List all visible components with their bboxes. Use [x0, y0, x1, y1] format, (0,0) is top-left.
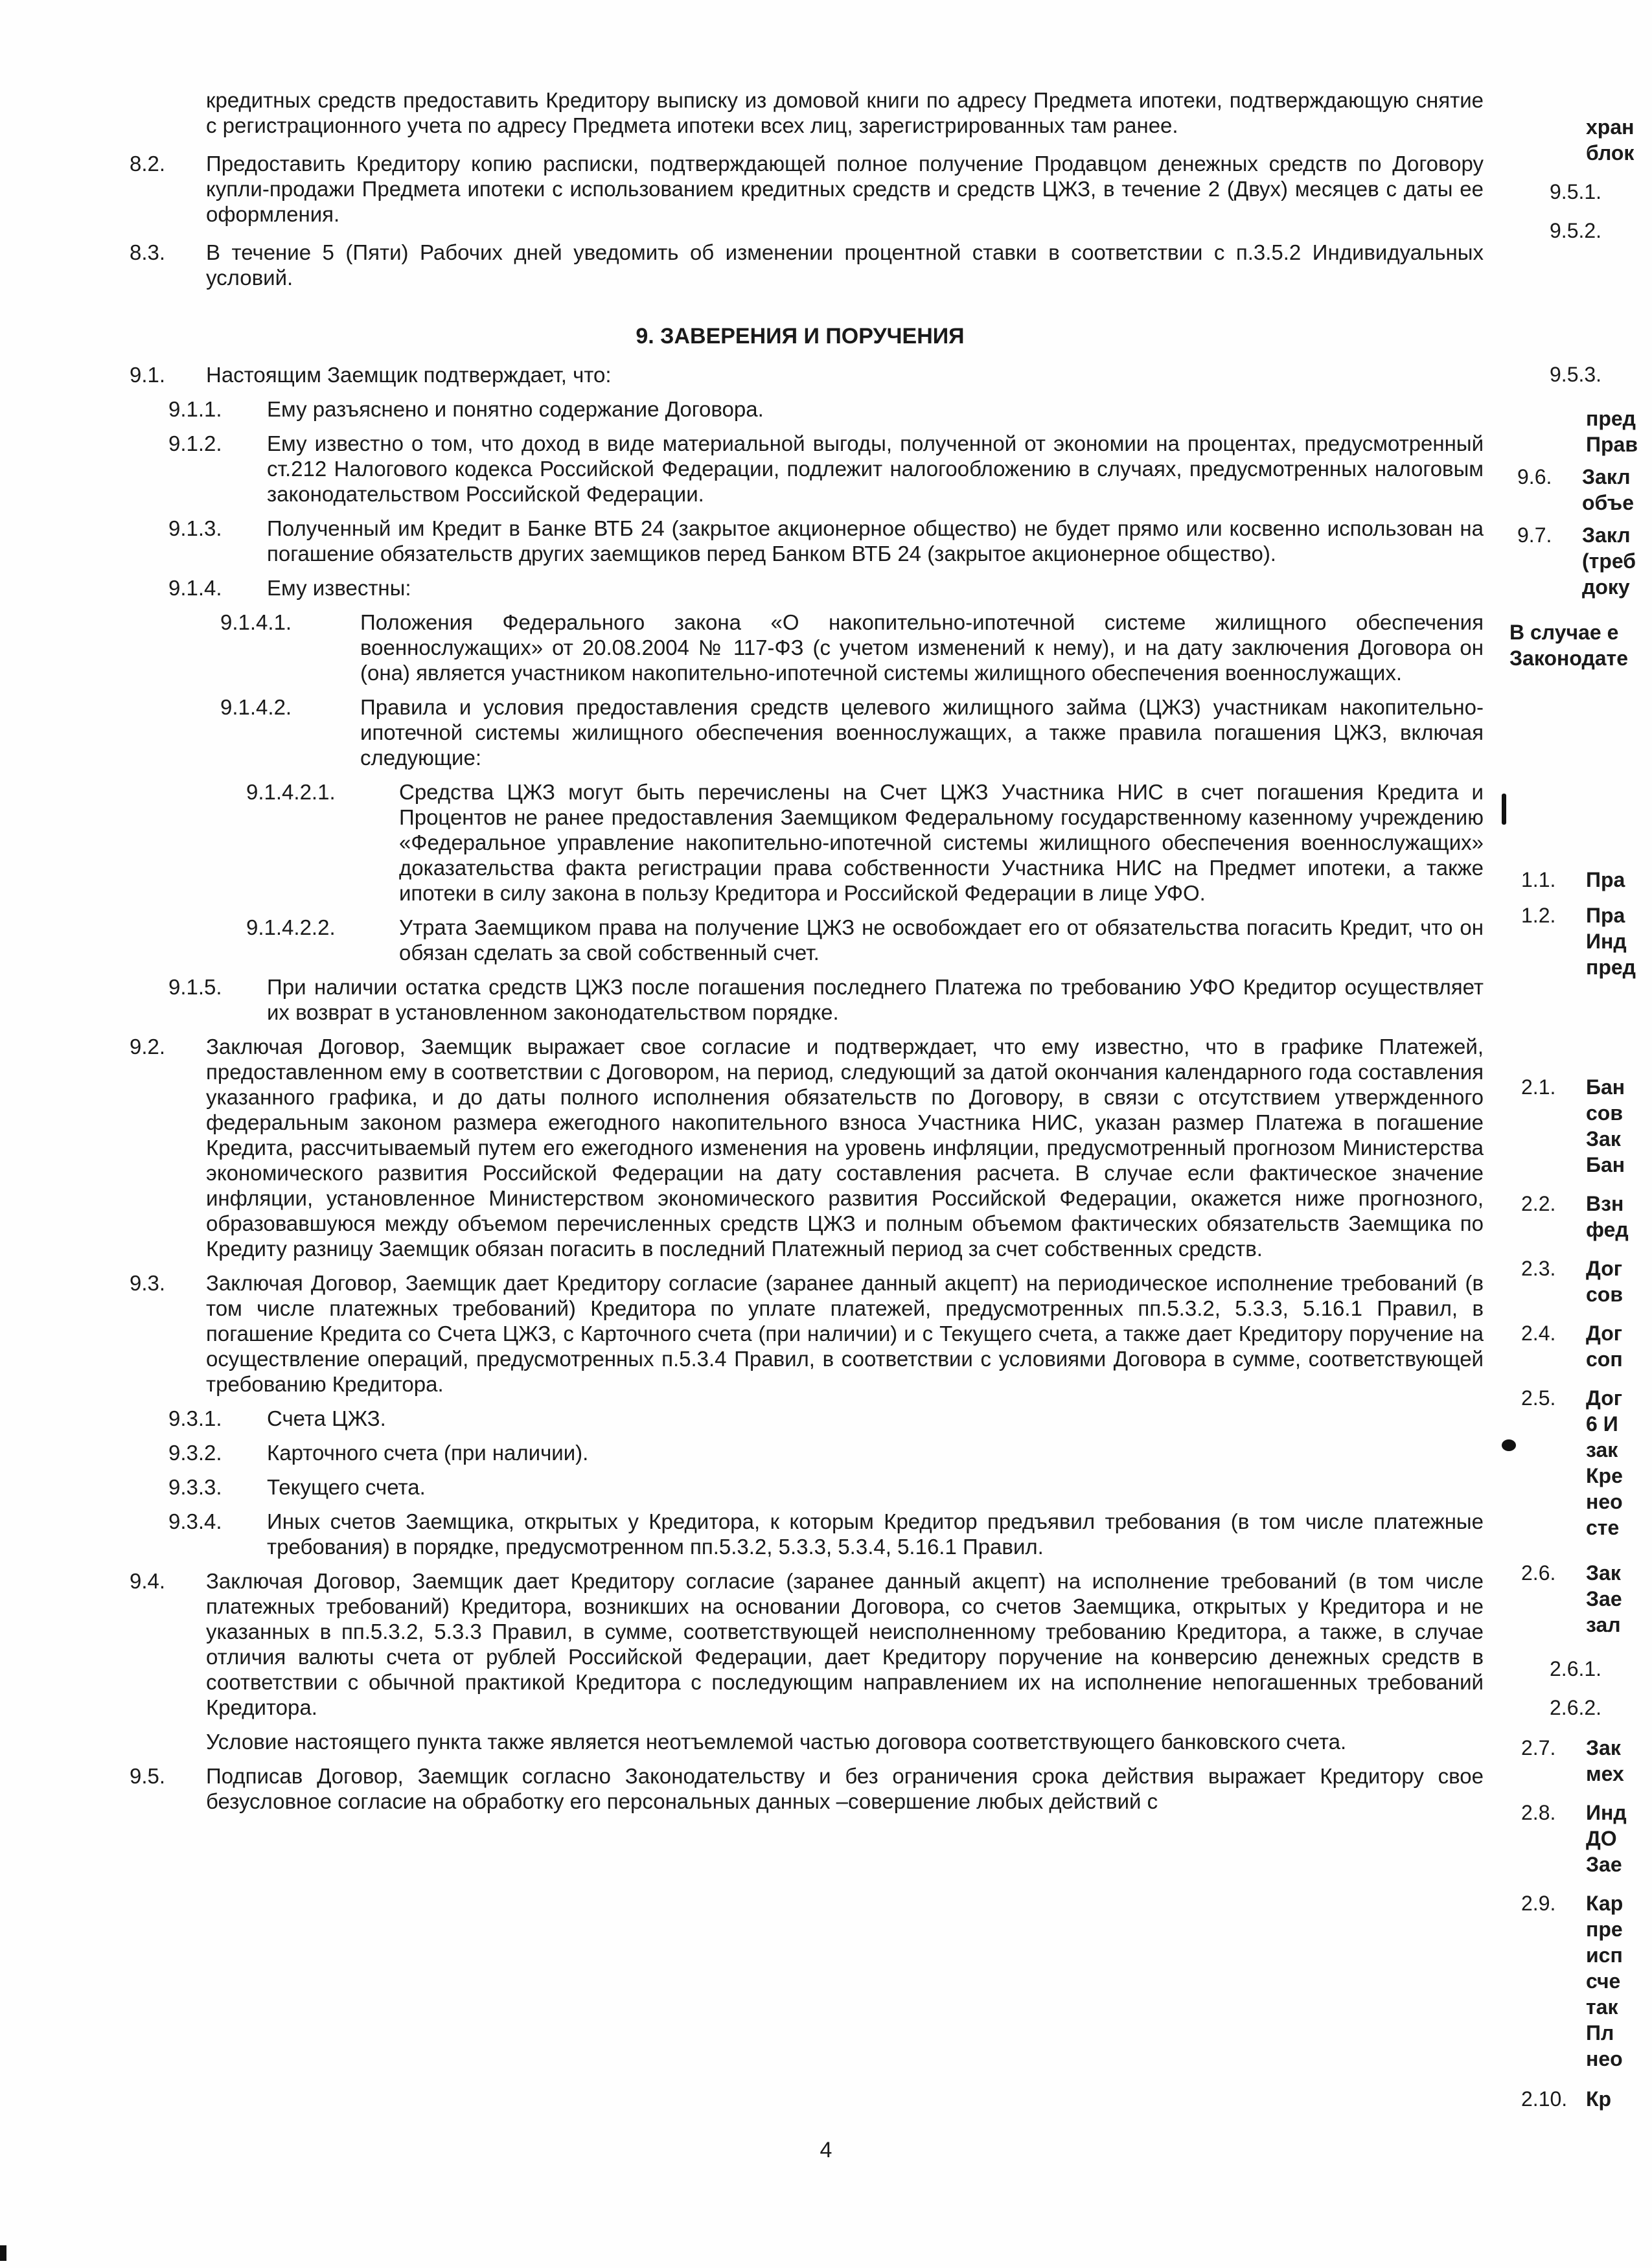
clause-9-3: [117, 1270, 1484, 1397]
clause-number: 9.3.1.: [168, 1406, 222, 1430]
fragment-text: Кре: [1586, 1464, 1623, 1487]
fragment-text: так: [1586, 1995, 1618, 2019]
fragment-text: сче: [1586, 1969, 1621, 1993]
clause-text: Иных счетов Заемщика, открытых у Кредитора, к которым Кредитор предъявил требования (в том числе платежные требования) в порядке, предусмотренном пп.5.3.2, 5.3.3, 5.3.4, 5.16.1 Правил.: [267, 1509, 1484, 1559]
fragment-text: Пра: [1586, 904, 1625, 927]
clause-number: 9.1.1.: [168, 397, 222, 421]
clause-9-1-4: [117, 575, 1484, 601]
fragment-text: Инд: [1586, 1801, 1627, 1824]
clause-number: 9.3.4.: [168, 1509, 222, 1533]
fragment-text: Дог: [1586, 1386, 1623, 1410]
clause-text: Правила и условия предоставления средств целевого жилищного займа (ЦЖЗ) участникам накопительно-ипотечной системы жилищного обеспечения военнослужащих, а также правила погашения ЦЖЗ, включая следующие:: [360, 695, 1484, 770]
fragment-text: блок: [1586, 141, 1635, 165]
fragment-number: 2.7.: [1521, 1736, 1556, 1759]
clause-9-1-1: [117, 396, 1484, 422]
clause-number: 9.2.: [130, 1035, 166, 1059]
next-page-fragment: [1509, 0, 1652, 2268]
clause-text: Заключая Договор, Заемщик выражает свое согласие и подтверждает, что ему известно, что в графике Платежей, предоставленном ему в соответствии с Договором, на период, следующий за датой окончания календарного года составления указанного графика, и до даты полного исполнения обязательств по Договору, в связи с отсутствием утвержденного федеральным законом размера ежегодного накопительного взноса Участника НИС, указан размер Платежа в погашение Кредита, рассчитываемый путем его ежегодного изменения на уровень инфляции, предусмотренный прогнозом Министерства экономического развития Российской Федерации на дату составления расчета. В случае если фактическое значение инфляции, установленное Министерством экономического развития Российской Федерации, окажется ниже прогнозного, образовавшуюся между объемом перечисленных средств ЦЖЗ и полным объемом фактических обязательств Заемщика по Кредиту разницу Заемщик обязан погасить в последний Платежный период за счет собственных средств.: [206, 1035, 1484, 1261]
clause-9-1: [117, 362, 1484, 387]
clause-9-5: [117, 1763, 1484, 1814]
fragment-text: Зае: [1586, 1853, 1622, 1876]
clause-text: Ему известны:: [267, 576, 411, 600]
fragment-text: зал: [1586, 1613, 1621, 1636]
fragment-number: 2.6.2.: [1550, 1696, 1602, 1719]
paragraph-text: кредитных средств предоставить Кредитору выписку из домовой книги по адресу Предмета ипотеки, подтверждающую снятие с регистрационного учета по адресу Предмета ипотеки всех лиц, зарегистрированных там ранее.: [206, 88, 1484, 137]
clause-text: Утрата Заемщиком права на получение ЦЖЗ не освобождает его от обязательства погасить Кредит, что он обязан сделать за свой собственный счет.: [399, 915, 1484, 965]
fragment-text: Закл: [1582, 465, 1631, 488]
clause-number: 9.1.4.1.: [220, 610, 292, 634]
fragment-text: нео: [1586, 1490, 1623, 1513]
clause-number: 9.1.2.: [168, 431, 222, 455]
clause-text: Условие настоящего пункта также является неотъемлемой частью договора соответствующего банковского счета.: [206, 1730, 1347, 1754]
clause-number: 9.1.3.: [168, 516, 222, 540]
clause-text: Заключая Договор, Заемщик дает Кредитору согласие (заранее данный акцепт) на периодическое исполнение требований (в том числе платежных требований) Кредитора по уплате платежей, предусмотренных пп.5.3.2, 5.3.3, 5.16.1 Правил, в погашение Кредита со Счета ЦЖЗ, с Карточного счета (при наличии) и с Текущего счета, а также дает Кредитору поручение на осуществление операций, предусмотренных п.5.3.4 Правил, в соответствии с условиями Договора в сумме, соответствующей требованию Кредитора.: [206, 1271, 1484, 1396]
page-number: 4: [820, 2138, 832, 2162]
fragment-text: Бан: [1586, 1075, 1625, 1099]
clause-text: Подписав Договор, Заемщик согласно Законодательству и без ограничения срока действия выражает Кредитору свое безусловное согласие на обработку его персональных данных –совершение любых действий с: [206, 1764, 1484, 1813]
clause-text: Настоящим Заемщик подтверждает, что:: [206, 363, 612, 387]
fragment-text: Кр: [1586, 2087, 1612, 2111]
fragment-text: исп: [1586, 1943, 1623, 1967]
clause-9-4-continuation: [117, 1729, 1484, 1754]
clause-text: Заключая Договор, Заемщик дает Кредитору согласие (заранее данный акцепт) на исполнение требований (в том числе платежных требований) Кредитора, возникших на основании Договора, со счетов Заемщика, открытых у Кредитора и не указанных в пп.5.3.2, 5.3.3 Правил, в сумме, соответствующей неисполненному требованию Кредитора, а также, в случае отличия валюты счета от рублей Российской Федерации, дает Кредитору поручение на конверсию денежных средств в соответствии с обычной практикой Кредитора с последующим направлением их на исполнение непогашенных требований Кредитора.: [206, 1569, 1484, 1719]
fragment-text: пред: [1586, 956, 1636, 979]
fragment-text: Пра: [1586, 868, 1625, 891]
fragment-text: сов: [1586, 1101, 1623, 1125]
clause-9-2: [117, 1034, 1484, 1261]
fragment-number: 9.5.1.: [1550, 180, 1602, 203]
paragraph-intro-continuation: [117, 87, 1484, 138]
fragment-number: 2.6.1.: [1550, 1657, 1602, 1680]
clause-9-1-5: [117, 974, 1484, 1025]
fragment-number: 2.8.: [1521, 1801, 1556, 1824]
fragment-text: хран: [1586, 115, 1635, 139]
fragment-text: ДО: [1586, 1827, 1617, 1850]
clause-9-1-4-2-2: [117, 915, 1484, 965]
clause-number: 9.1.5.: [168, 975, 222, 999]
fragment-text: Зак: [1586, 1127, 1621, 1151]
clause-8-2: [117, 151, 1484, 227]
clause-number: 9.1.4.2.: [220, 695, 292, 719]
scan-mark: [1502, 794, 1506, 825]
fragment-text: доку: [1582, 575, 1630, 599]
fragment-number: 2.1.: [1521, 1075, 1556, 1099]
fragment-text: Пл: [1586, 2021, 1614, 2045]
clause-number: 9.4.: [130, 1569, 166, 1593]
clause-text: Ему разъяснено и понятно содержание Договора.: [267, 397, 764, 421]
fragment-text: Инд: [1586, 930, 1627, 953]
fragment-text: Зак: [1586, 1736, 1621, 1759]
fragment-text: Зае: [1586, 1587, 1622, 1610]
clause-9-3-3: [117, 1474, 1484, 1500]
clause-9-3-4: [117, 1509, 1484, 1559]
clause-text: Карточного счета (при наличии).: [267, 1441, 589, 1465]
clause-number: 9.1.: [130, 363, 166, 387]
clause-number: 9.5.: [130, 1764, 166, 1788]
clause-9-3-1: [117, 1406, 1484, 1431]
fragment-text: Дог: [1586, 1257, 1623, 1280]
clause-9-1-4-1: [117, 610, 1484, 685]
fragment-text: сте: [1586, 1516, 1620, 1539]
fragment-text: В случае е: [1509, 621, 1619, 644]
clause-number: 9.1.4.2.1.: [246, 780, 336, 804]
fragment-number: 1.1.: [1521, 868, 1556, 891]
clause-number: 8.3.: [130, 240, 166, 264]
scan-mark: [0, 2245, 6, 2261]
clause-number: 9.3.: [130, 1271, 166, 1295]
fragment-text: 6 И: [1586, 1412, 1618, 1436]
fragment-text: (треб: [1582, 549, 1636, 573]
clause-text: Ему известно о том, что доход в виде материальной выгоды, полученной от экономии на процентах, предусмотренный ст.212 Налогового кодекса Российской Федерации, подлежит налогообложению в случаях, предусмотренных налоговым законодательством Российской Федерации.: [267, 431, 1484, 506]
fragment-number: 2.9.: [1521, 1892, 1556, 1915]
clause-text: В течение 5 (Пяти) Рабочих дней уведомить об изменении процентной ставки в соответствии с п.3.5.2 Индивидуальных условий.: [206, 240, 1484, 290]
fragment-number: 2.10.: [1521, 2087, 1568, 2111]
fragment-text: соп: [1586, 1347, 1623, 1371]
clause-text: При наличии остатка средств ЦЖЗ после погашения последнего Платежа по требованию УФО Кредитор осуществляет их возврат в установленном законодательством порядке.: [267, 975, 1484, 1024]
clause-text: Полученный им Кредит в Банке ВТБ 24 (закрытое акционерное общество) не будет прямо или косвенно использован на погашение обязательств других заемщиков перед Банком ВТБ 24 (закрытое акционерное общество).: [267, 516, 1484, 566]
fragment-text: Прав: [1586, 433, 1638, 456]
fragment-number: 2.6.: [1521, 1561, 1556, 1585]
fragment-number: 2.3.: [1521, 1257, 1556, 1280]
clause-9-4: [117, 1568, 1484, 1720]
clause-text: Положения Федерального закона «О накопительно-ипотечной системе жилищного обеспечения военнослужащих» от 20.08.2004 № 117-ФЗ (с учетом изменений к нему), и на дату заключения Договора он (она) является участником накопительно-ипотечной системы жилищного обеспечения военнослужащих.: [360, 610, 1484, 685]
fragment-text: зак: [1586, 1438, 1618, 1461]
fragment-text: Взн: [1586, 1192, 1624, 1215]
fragment-number: 9.7.: [1517, 523, 1552, 547]
clause-number: 9.3.3.: [168, 1475, 222, 1499]
fragment-text: пред: [1586, 407, 1636, 430]
clause-9-1-2: [117, 431, 1484, 507]
clause-9-3-2: [117, 1440, 1484, 1465]
fragment-text: объе: [1582, 491, 1635, 514]
fragment-text: Закл: [1582, 523, 1631, 547]
clause-text: Предоставить Кредитору копию расписки, подтверждающей полное получение Продавцом денежных средств по Договору купли-продажи Предмета ипотеки с использованием кредитных средств и средств ЦЖЗ, в течение 2 (Двух) месяцев с даты ее оформления.: [206, 152, 1484, 226]
clause-text: Счета ЦЖЗ.: [267, 1406, 386, 1430]
fragment-text: Кар: [1586, 1892, 1623, 1915]
main-text-column: [117, 87, 1484, 1823]
clause-9-1-4-2-1: [117, 779, 1484, 906]
fragment-text: мех: [1586, 1762, 1624, 1785]
clause-9-1-3: [117, 516, 1484, 566]
clause-text: Текущего счета.: [267, 1475, 426, 1499]
fragment-text: Законодате: [1509, 647, 1629, 670]
fragment-number: 2.4.: [1521, 1322, 1556, 1345]
fragment-text: фед: [1586, 1218, 1629, 1241]
fragment-text: Дог: [1586, 1322, 1623, 1345]
fragment-number: 9.5.3.: [1550, 363, 1602, 386]
fragment-text: Бан: [1586, 1153, 1625, 1176]
fragment-number: 2.2.: [1521, 1192, 1556, 1215]
clause-number: 9.1.4.: [168, 576, 222, 600]
fragment-text: Зак: [1586, 1561, 1621, 1585]
fragment-number: 1.2.: [1521, 904, 1556, 927]
fragment-text: нео: [1586, 2047, 1623, 2070]
clause-text: Средства ЦЖЗ могут быть перечислены на Счет ЦЖЗ Участника НИС в счет погашения Кредита и Процентов не ранее предоставления Заемщиком Федеральному государственному казенному учреждению «Федеральное управление накопительно-ипотечной системы жилищного обеспечения военнослужащих» доказательства факта регистрации права собственности Участника НИС на Предмет ипотеки, а также ипотеки в силу закона в пользу Кредитора и Российской Федерации в лице УФО.: [399, 780, 1484, 905]
clause-number: 9.1.4.2.2.: [246, 915, 336, 939]
fragment-number: 9.6.: [1517, 465, 1552, 488]
fragment-number: 2.5.: [1521, 1386, 1556, 1410]
section-heading: 9. ЗАВЕРЕНИЯ И ПОРУЧЕНИЯ: [636, 324, 965, 349]
clause-9-1-4-2: [117, 694, 1484, 770]
fragment-text: пре: [1586, 1918, 1623, 1941]
fragment-text: сов: [1586, 1283, 1623, 1306]
scan-mark: [1502, 1439, 1516, 1451]
clause-number: 9.3.2.: [168, 1441, 222, 1465]
clause-8-3: [117, 240, 1484, 290]
fragment-number: 9.5.2.: [1550, 219, 1602, 242]
clause-number: 8.2.: [130, 152, 166, 176]
